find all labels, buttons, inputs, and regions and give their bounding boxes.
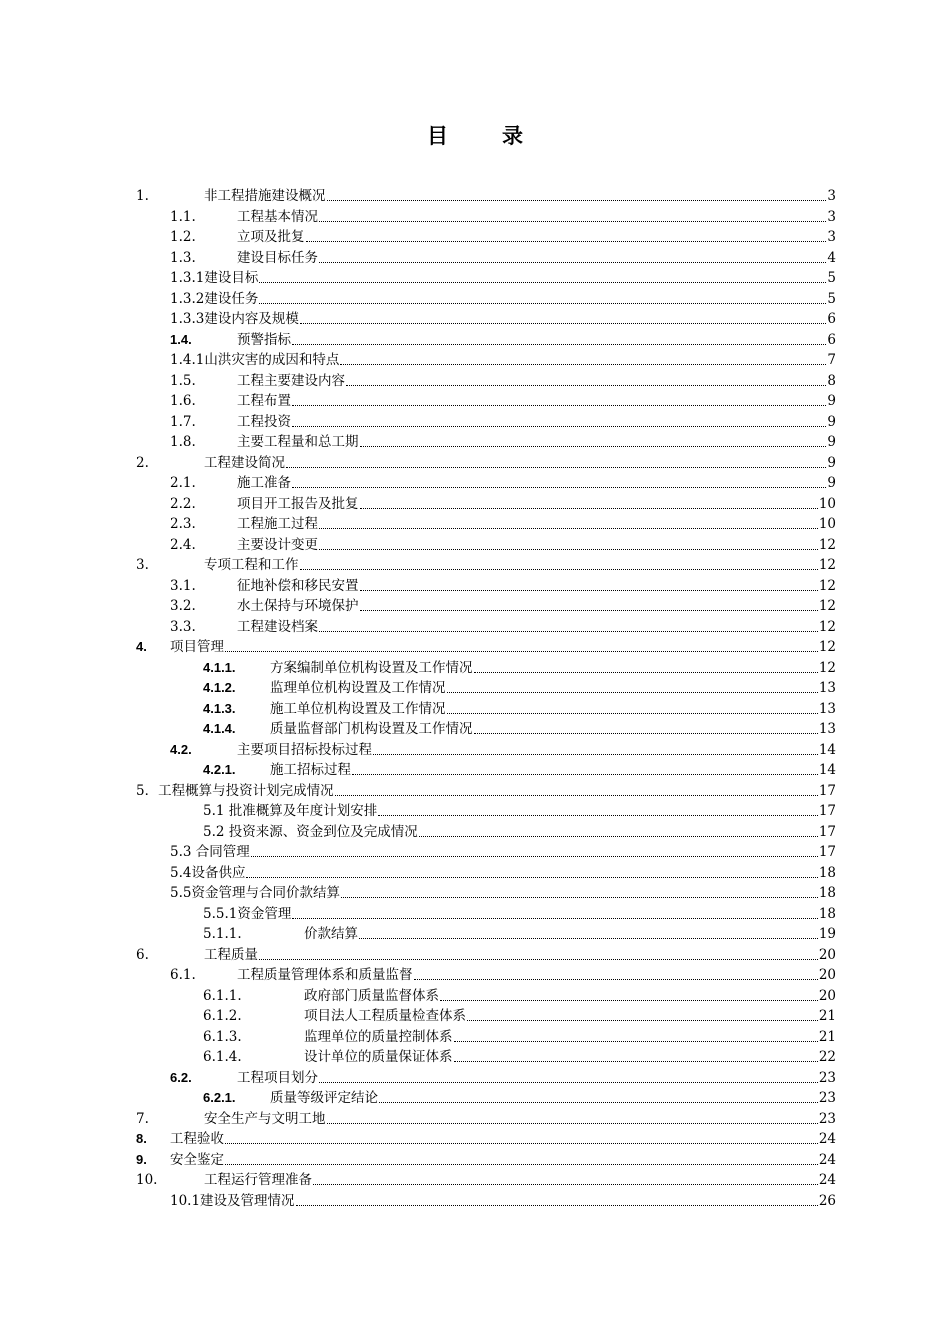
toc-dot-leader [259, 282, 826, 283]
toc-dot-leader [259, 303, 826, 304]
toc-entry[interactable] [0, 883, 836, 903]
toc-entry[interactable] [0, 207, 836, 227]
toc-entry-number: 6. [136, 946, 149, 963]
toc-entry-number: 4.1.2. [203, 680, 236, 695]
toc-entry-page: 9 [827, 475, 836, 491]
toc-entry[interactable] [0, 1088, 836, 1108]
toc-dot-leader [360, 446, 827, 447]
toc-entry-page: 3 [827, 208, 836, 225]
toc-dot-leader [319, 549, 818, 550]
toc-entry-number: 1. [136, 188, 149, 204]
toc-entry[interactable] [0, 822, 836, 842]
toc-entry-title: 项目管理 [170, 639, 224, 655]
toc-dot-leader [327, 1123, 818, 1124]
toc-entry-title: 5.4设备供应 [170, 864, 246, 881]
toc-entry-number: 4.1.3. [203, 700, 236, 716]
toc-entry-page: 21 [818, 1008, 836, 1024]
toc-entry[interactable] [0, 473, 836, 493]
toc-dot-leader [474, 672, 818, 673]
toc-dot-leader [467, 1020, 818, 1021]
toc-dot-leader [292, 918, 817, 919]
toc-entry-number: 1.7. [170, 413, 196, 430]
toc-entry-title: 1.4.1山洪灾害的成因和特点 [170, 352, 340, 368]
toc-entry[interactable] [0, 965, 836, 985]
toc-entry[interactable] [0, 432, 836, 452]
toc-entry[interactable] [0, 678, 836, 698]
toc-entry-page: 22 [818, 1049, 836, 1065]
toc-entry[interactable] [0, 1191, 836, 1211]
toc-entry-number: 2.4. [170, 536, 196, 553]
toc-entry-title: 质量等级评定结论 [270, 1090, 378, 1106]
toc-dot-leader [313, 1184, 818, 1185]
toc-entry-page: 12 [818, 598, 836, 614]
toc-entry-title: 征地补偿和移民安置 [237, 577, 359, 594]
toc-entry-page: 19 [818, 926, 836, 942]
toc-entry[interactable] [0, 924, 836, 944]
toc-dot-leader [300, 569, 818, 570]
toc-dot-leader [306, 241, 827, 242]
toc-dot-leader [319, 631, 818, 632]
toc-dot-leader [319, 528, 818, 529]
toc-dot-leader [378, 815, 818, 816]
toc-entry-title: 工程运行管理准备 [204, 1172, 312, 1188]
toc-entry[interactable] [0, 350, 836, 370]
toc-entry-title: 监理单位机构设置及工作情况 [270, 680, 446, 696]
toc-entry-number: 2. [136, 454, 149, 471]
toc-entry[interactable] [0, 576, 836, 596]
toc-entry[interactable] [0, 760, 836, 780]
toc-entry[interactable] [0, 1027, 836, 1047]
toc-entry-number: 4. [136, 639, 147, 654]
toc-entry-page: 23 [818, 1090, 836, 1106]
toc-dot-leader [373, 754, 818, 755]
toc-dot-leader [341, 897, 818, 898]
toc-entry[interactable] [0, 289, 836, 309]
toc-entry-page: 24 [818, 1131, 836, 1147]
toc-entry-page: 12 [818, 577, 836, 594]
toc-entry-page: 8 [827, 372, 836, 389]
toc-entry-page: 18 [818, 885, 836, 901]
toc-entry-number: 2.1. [170, 475, 196, 491]
toc-entry-title: 价款结算 [304, 926, 358, 942]
toc-entry-title: 设计单位的质量保证体系 [304, 1049, 453, 1065]
toc-entry-number: 1.1. [170, 208, 196, 225]
toc-entry[interactable] [0, 904, 836, 924]
toc-entry-title: 10.1建设及管理情况 [170, 1192, 295, 1209]
toc-entry[interactable] [0, 596, 836, 616]
toc-entry-page: 24 [818, 1172, 836, 1188]
toc-dot-leader [474, 733, 818, 734]
toc-dot-leader [352, 774, 818, 775]
toc-entry-title: 5.5.1资金管理 [203, 905, 292, 922]
toc-dot-leader [319, 1082, 818, 1083]
toc-entry-title: 水土保持与环境保护 [237, 598, 359, 614]
toc-entry-title: 项目法人工程质量检查体系 [304, 1008, 466, 1024]
toc-entry-number: 2.2. [170, 495, 196, 512]
toc-entry-title: 5.5资金管理与合同价款结算 [170, 885, 340, 901]
toc-entry-page: 6 [827, 331, 836, 348]
toc-entry[interactable] [0, 986, 836, 1006]
toc-entry[interactable] [0, 1150, 836, 1170]
toc-entry[interactable] [0, 945, 836, 965]
toc-entry-title: 工程验收 [170, 1131, 224, 1147]
toc-entry-number: 4.1.4. [203, 721, 236, 736]
toc-entry-title: 工程建设档案 [237, 618, 318, 635]
toc-entry[interactable] [0, 781, 836, 801]
toc-entry-page: 20 [818, 946, 836, 963]
toc-dot-leader [292, 487, 826, 488]
toc-entry[interactable] [0, 1047, 836, 1067]
toc-entry-number: 6.1. [170, 967, 196, 983]
toc-entry-title: 5.1 批准概算及年度计划安排 [203, 803, 378, 819]
toc-dot-leader [319, 221, 826, 222]
toc-entry-number: 6.1.2. [203, 1008, 242, 1024]
toc-entry[interactable] [0, 391, 836, 411]
toc-entry-title: 5.2 投资来源、资金到位及完成情况 [203, 823, 418, 840]
toc-entry-page: 10 [818, 495, 836, 512]
toc-entry-page: 14 [818, 741, 836, 758]
toc-entry-title: 安全鉴定 [170, 1151, 224, 1168]
toc-dot-leader [335, 795, 818, 796]
toc-dot-leader [292, 426, 826, 427]
toc-dot-leader [225, 651, 818, 652]
toc-dot-leader [225, 1143, 818, 1144]
toc-entry-page: 7 [827, 352, 836, 368]
toc-entry[interactable] [0, 494, 836, 514]
toc-entry[interactable] [0, 227, 836, 247]
toc-entry-number: 6.2.1. [203, 1090, 236, 1105]
toc-entry-title: 非工程措施建设概况 [204, 188, 326, 204]
toc-dot-leader [360, 610, 818, 611]
toc-entry-number: 5.1.1. [203, 926, 242, 942]
toc-entry-number: 6.1.3. [203, 1028, 242, 1045]
toc-entry[interactable] [0, 842, 836, 862]
toc-entry-page: 9 [827, 454, 836, 471]
toc-entry-title: 安全生产与文明工地 [204, 1110, 326, 1127]
toc-entry-number: 9. [136, 1151, 147, 1167]
toc-entry[interactable] [0, 186, 836, 206]
toc-entry[interactable] [0, 1068, 836, 1088]
toc-dot-leader [360, 590, 818, 591]
toc-entry-title: 工程主要建设内容 [237, 372, 345, 389]
toc-entry-number: 6.1.4. [203, 1049, 242, 1065]
toc-entry[interactable] [0, 268, 836, 288]
toc-dot-leader [251, 856, 818, 857]
toc-dot-leader [454, 1061, 818, 1062]
toc-entry-page: 13 [818, 721, 836, 737]
toc-entry[interactable] [0, 863, 836, 883]
toc-entry-title: 质量监督部门机构设置及工作情况 [270, 721, 473, 737]
toc-entry-page: 6 [827, 311, 836, 327]
toc-entry[interactable] [0, 1109, 836, 1129]
toc-entry-number: 10. [136, 1172, 158, 1188]
toc-entry-title: 工程布置 [237, 393, 291, 409]
toc-entry-number: 1.8. [170, 434, 196, 450]
toc-dot-leader [286, 467, 826, 468]
toc-entry-page: 4 [827, 249, 836, 266]
toc-entry-title: 工程基本情况 [237, 208, 318, 225]
toc-entry-number: 4.1.1. [203, 659, 236, 675]
toc-entry-page: 5 [827, 290, 836, 307]
toc-dot-leader [454, 1041, 818, 1042]
toc-entry-page: 3 [827, 188, 836, 204]
toc-entry-title: 工程项目划分 [237, 1069, 318, 1086]
toc-entry[interactable] [0, 801, 836, 821]
toc-dot-leader [340, 364, 826, 365]
toc-dot-leader [300, 323, 827, 324]
toc-entry[interactable] [0, 371, 836, 391]
toc-entry-title: 施工招标过程 [270, 762, 351, 778]
toc-dot-leader [292, 405, 826, 406]
toc-entry-page: 13 [818, 700, 836, 717]
toc-dot-leader [246, 877, 817, 878]
toc-entry-page: 5 [827, 270, 836, 286]
toc-entry-number: 3.1. [170, 577, 196, 594]
toc-entry[interactable] [0, 514, 836, 534]
toc-entry[interactable] [0, 1170, 836, 1190]
toc-entry[interactable] [0, 740, 836, 760]
toc-entry-title: 1.3.2建设任务 [170, 290, 259, 307]
toc-entry[interactable] [0, 555, 836, 575]
toc-dot-leader [359, 938, 818, 939]
toc-dot-leader [379, 1102, 818, 1103]
toc-entry[interactable] [0, 699, 836, 719]
toc-entry-number: 1.2. [170, 229, 196, 245]
toc-entry-number: 6.1.1. [203, 987, 242, 1004]
toc-entry-title: 建设目标任务 [237, 249, 318, 266]
toc-entry-number: 7. [136, 1110, 149, 1127]
toc-entry-page: 12 [818, 536, 836, 553]
toc-entry[interactable] [0, 617, 836, 637]
toc-entry-title: 工程投资 [237, 413, 291, 430]
toc-entry-page: 23 [818, 1110, 836, 1127]
toc-entry[interactable] [0, 330, 836, 350]
toc-entry-title: 项目开工报告及批复 [237, 495, 359, 512]
toc-entry-page: 17 [818, 803, 836, 819]
toc-entry-page: 26 [818, 1192, 836, 1209]
toc-entry[interactable] [0, 1006, 836, 1026]
toc-entry-page: 23 [818, 1069, 836, 1086]
toc-entry-page: 9 [827, 434, 836, 450]
toc-entry-title: 5．工程概算与投资计划完成情况 [136, 782, 334, 799]
toc-entry-page: 18 [818, 864, 836, 881]
toc-entry[interactable] [0, 719, 836, 739]
toc-entry-page: 12 [818, 618, 836, 635]
toc-entry-page: 24 [818, 1151, 836, 1168]
toc-dot-leader [346, 385, 826, 386]
toc-entry[interactable] [0, 637, 836, 657]
toc-entry[interactable] [0, 453, 836, 473]
toc-entry-number: 1.3. [170, 249, 196, 266]
toc-entry-number: 3.2. [170, 598, 196, 614]
toc-entry-number: 1.6. [170, 393, 196, 409]
toc-entry-page: 17 [818, 844, 836, 860]
toc-entry-title: 立项及批复 [237, 229, 305, 245]
toc-entry-title: 预警指标 [237, 331, 291, 348]
toc-entry[interactable] [0, 412, 836, 432]
toc-entry-page: 20 [818, 967, 836, 983]
toc-entry-title: 1.3.1建设目标 [170, 270, 259, 286]
toc-entry-number: 2.3. [170, 516, 196, 532]
toc-entry-title: 主要项目招标投标过程 [237, 741, 372, 758]
toc-entry-number: 3. [136, 557, 149, 573]
toc-entry-title: 5.3 合同管理 [170, 844, 250, 860]
toc-dot-leader [440, 1000, 818, 1001]
toc-dot-leader [292, 344, 826, 345]
toc-entry-number: 3.3. [170, 618, 196, 635]
toc-entry-number: 6.2. [170, 1069, 192, 1085]
toc-entry[interactable] [0, 535, 836, 555]
toc-title [0, 120, 950, 150]
toc-dot-leader [319, 262, 826, 263]
toc-entry[interactable] [0, 658, 836, 678]
toc-dot-leader [447, 692, 818, 693]
toc-entry-number: 1.5. [170, 372, 196, 389]
toc-entry-page: 14 [818, 762, 836, 778]
toc-entry-title: 工程质量管理体系和质量监督 [237, 967, 413, 983]
toc-entry-page: 21 [818, 1028, 836, 1045]
toc-entry-number: 8. [136, 1131, 147, 1146]
toc-entry-page: 3 [827, 229, 836, 245]
toc-dot-leader [419, 836, 818, 837]
toc-entry-page: 12 [818, 639, 836, 655]
toc-entry-page: 9 [827, 393, 836, 409]
toc-entry-title: 主要工程量和总工期 [237, 434, 359, 450]
toc-entry[interactable] [0, 309, 836, 329]
toc-entry-title: 工程施工过程 [237, 516, 318, 532]
toc-entry-number: 4.2.1. [203, 762, 236, 777]
toc-entry-page: 13 [818, 680, 836, 696]
toc-entry-title: 方案编制单位机构设置及工作情况 [270, 659, 473, 676]
toc-entry-title: 监理单位的质量控制体系 [304, 1028, 453, 1045]
toc-entry-page: 17 [818, 782, 836, 799]
toc-entry-title: 工程建设简况 [204, 454, 285, 471]
toc-entry-title: 工程质量 [204, 946, 258, 963]
toc-entry-title: 政府部门质量监督体系 [304, 987, 439, 1004]
toc-entry-page: 10 [818, 516, 836, 532]
toc-entry-page: 9 [827, 413, 836, 430]
toc-entry-page: 12 [818, 557, 836, 573]
toc-entry-number: 1.4. [170, 331, 192, 347]
toc-entry[interactable] [0, 1129, 836, 1149]
toc-entry-title: 施工准备 [237, 475, 291, 491]
toc-entry-page: 17 [818, 823, 836, 840]
toc-entry-title: 1.3.3建设内容及规模 [170, 311, 299, 327]
toc-entry-title: 主要设计变更 [237, 536, 318, 553]
toc-dot-leader [225, 1164, 818, 1165]
toc-entry-number: 4.2. [170, 741, 192, 757]
toc-dot-leader [447, 713, 818, 714]
toc-entry-page: 20 [818, 987, 836, 1004]
toc-entry[interactable] [0, 248, 836, 268]
toc-dot-leader [259, 959, 818, 960]
toc-dot-leader [327, 200, 827, 201]
toc-entry-page: 12 [818, 659, 836, 676]
toc-title-char-2: 录 [502, 124, 523, 148]
toc-entry-page: 18 [818, 905, 836, 922]
toc-title-char-1: 目 [427, 124, 448, 148]
toc-dot-leader [296, 1205, 818, 1206]
toc-dot-leader [360, 508, 818, 509]
toc-entry-title: 专项工程和工作 [204, 557, 299, 573]
toc-dot-leader [414, 979, 818, 980]
toc-entry-title: 施工单位机构设置及工作情况 [270, 700, 446, 717]
